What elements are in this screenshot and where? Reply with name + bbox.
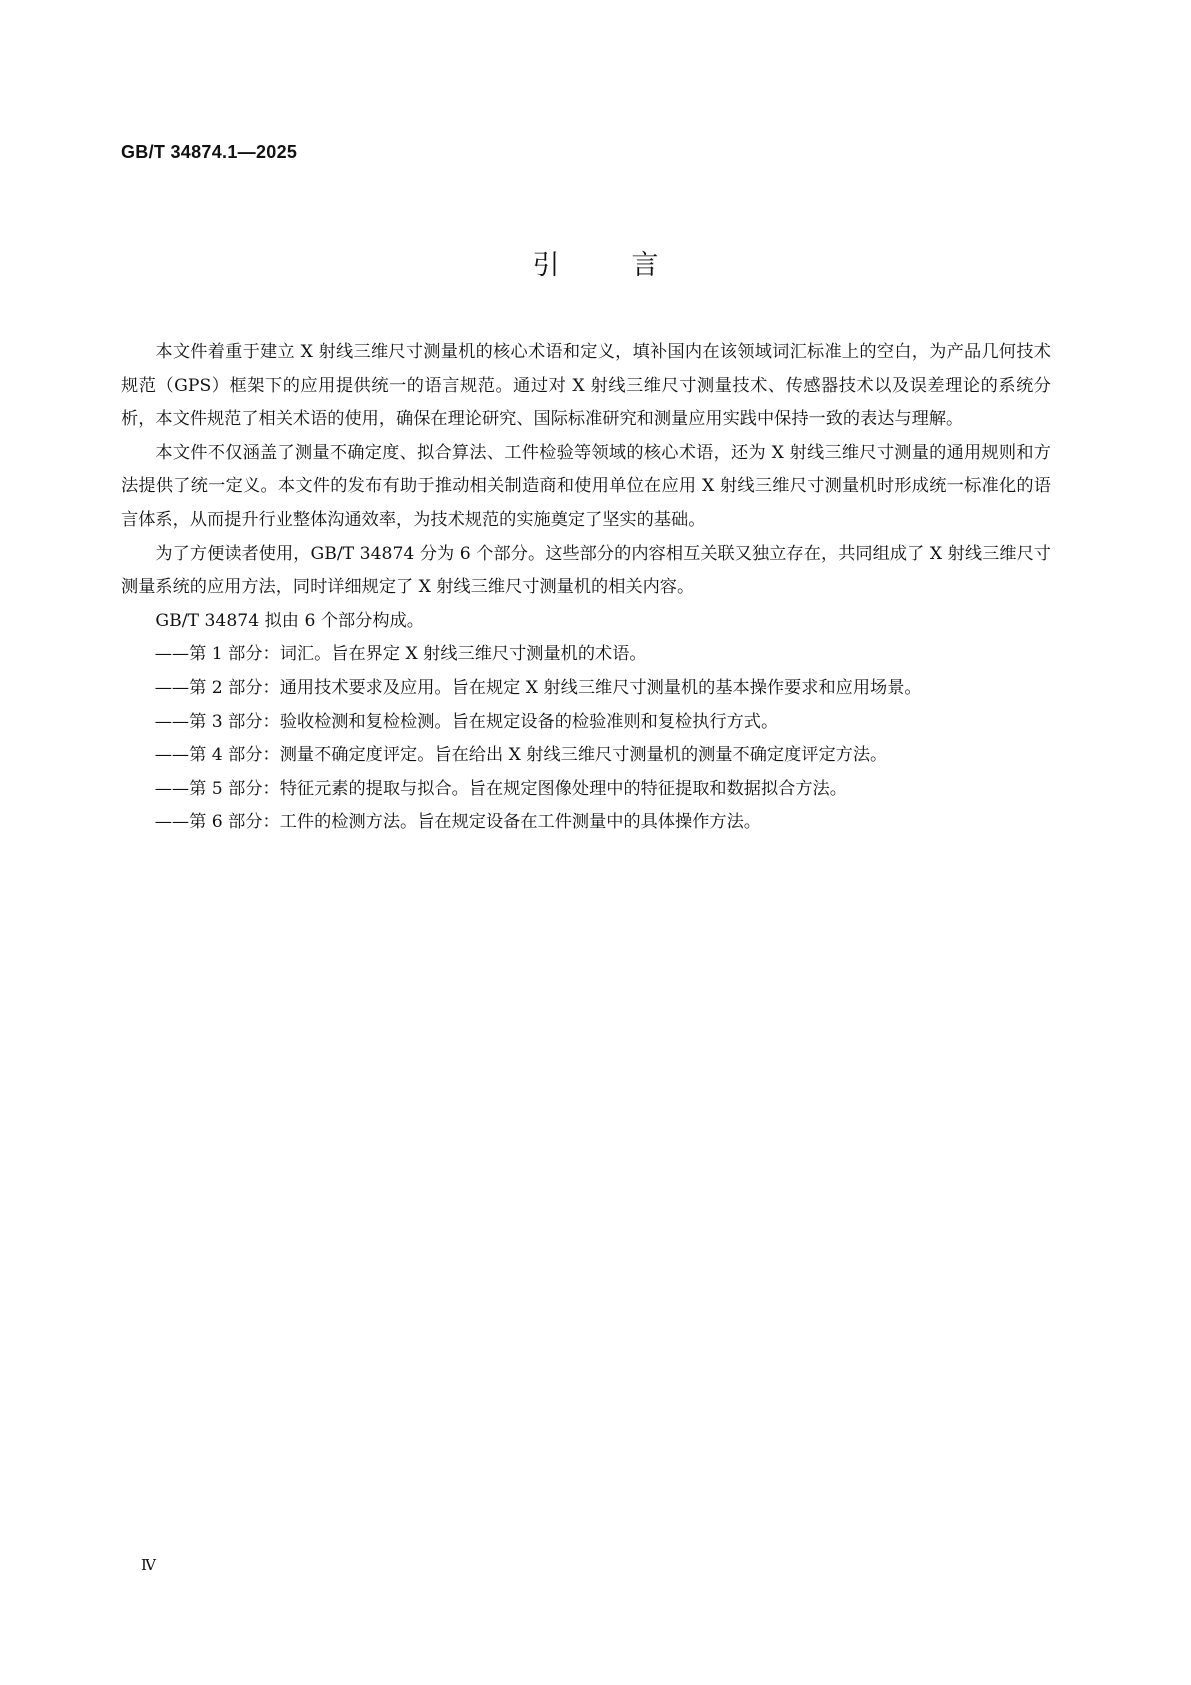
page-title: 引言: [532, 250, 731, 281]
list-item: ——第 5 部分：特征元素的提取与拟合。旨在规定图像处理中的特征提取和数据拟合方法。: [154, 778, 847, 799]
document-body: [121, 336, 1051, 840]
standard-code: GB/T 34874.1—2025: [121, 142, 298, 162]
list-item: ——第 2 部分：通用技术要求及应用。旨在规定 X 射线三维尺寸测量机的基本操作要求和应用场景。: [154, 677, 922, 698]
list-item: ——第 3 部分：验收检测和复检检测。旨在规定设备的检验准则和复检执行方式。: [154, 711, 779, 732]
page-number: Ⅳ: [141, 1556, 156, 1574]
paragraph: 本文件不仅涵盖了测量不确定度、拟合算法、工件检验等领域的核心术语，还为 X 射线三维尺寸测量的通用规则和方法提供了统一定义。本文件的发布有助于推动相关制造商和使用单位在应用 X 射线三维尺寸测量机时形成统一标准化的语言体系，从而提升行业整体沟通效率，为技术规范的实施奠定了坚实的基础。: [121, 442, 1051, 530]
list-item: ——第 4 部分：测量不确定度评定。旨在给出 X 射线三维尺寸测量机的测量不确定度评定方法。: [154, 745, 888, 766]
paragraph: 为了方便读者使用，GB/T 34874 分为 6 个部分。这些部分的内容相互关联又独立存在，共同组成了 X 射线三维尺寸测量系统的应用方法，同时详细规定了 X 射线三维尺寸测量机的相关内容。: [121, 543, 1051, 598]
paragraph: 本文件着重于建立 X 射线三维尺寸测量机的核心术语和定义，填补国内在该领域词汇标准上的空白，为产品几何技术规范（GPS）框架下的应用提供统一的语言规范。通过对 X 射线三维尺寸测量技术、传感器技术以及误差理论的系统分析，本文件规范了相关术语的使用，确保在理论研究、国际标准研究和测量应用实践中保持一致的表达与理解。: [121, 342, 1051, 430]
list-item: ——第 6 部分：工件的检测方法。旨在规定设备在工件测量中的具体操作方法。: [154, 812, 761, 833]
list-item: ——第 1 部分：词汇。旨在界定 X 射线三维尺寸测量机的术语。: [154, 644, 647, 665]
paragraph: GB/T 34874 拟由 6 个部分构成。: [155, 610, 424, 631]
